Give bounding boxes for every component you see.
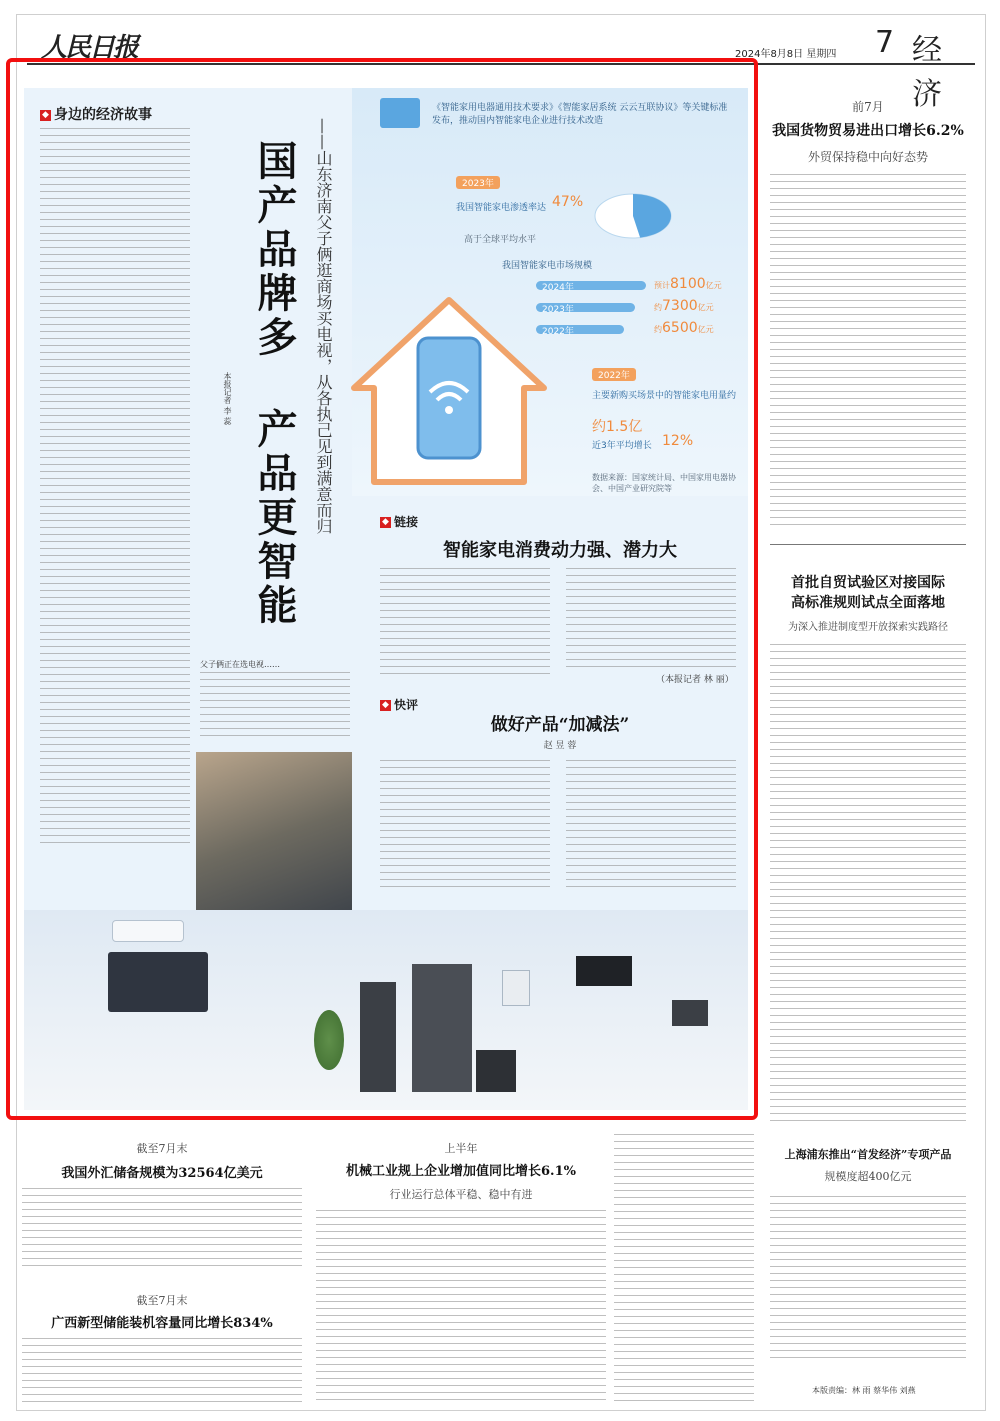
column-tag: ◆ 身边的经济故事: [40, 104, 152, 124]
bottom-b3-body: [316, 1210, 606, 1402]
feature-title-line2: 产品更智能: [251, 408, 298, 628]
penetration-pie: [592, 188, 674, 244]
photo-side-caption: 父子俩正在选电视……: [200, 660, 280, 669]
smart-home-icon: [344, 292, 554, 492]
link-tag: ◆ 链接: [380, 513, 418, 530]
bottom-b4-sub: 规模度超400亿元: [824, 1170, 912, 1183]
red-marker-icon: ◆: [380, 700, 391, 711]
comment-author: 赵 昱 蓉: [543, 741, 577, 751]
link-body-col2: [566, 568, 736, 672]
upgrade-label: 主要新购买场景中的智能家电用量约: [592, 391, 737, 401]
oven-icon: [672, 1000, 708, 1026]
standards-text: 《智能家用电器通用技术要求》《智能家居系统 云云互联协议》等关键标准发布，推动国内智能家电企业进行技术改造: [432, 103, 728, 126]
growth-value: 12%: [662, 433, 694, 449]
refrigerator-icon: [412, 964, 472, 1092]
wine-cabinet-icon: [360, 982, 396, 1092]
bottom-b4-body: [770, 1196, 966, 1362]
footer-credit: 本版责编：林 雨 蔡华伟 刘燕: [812, 1386, 916, 1395]
infographic: [352, 88, 748, 496]
penetration-value: 47%: [552, 194, 584, 210]
bottom-b3-headline: 机械工业规上企业增加值同比增长6.1%: [346, 1164, 576, 1179]
page-number: 7: [875, 25, 895, 60]
comment-tag: ◆ 快评: [380, 696, 418, 713]
right-a2-sub: 为深入推进制度型开放探索实践路径: [788, 622, 948, 633]
comment-body-col1: [380, 760, 550, 888]
column-rule: [770, 544, 966, 545]
bottom-b2-headline: 广西新型储能装机容量同比增长834%: [51, 1316, 273, 1331]
link-author: （本报记者 林 丽）: [656, 675, 734, 685]
market-size-value: 约6500亿元: [654, 320, 714, 336]
year-tag-2022: 2022年: [592, 368, 636, 381]
market-size-value: 约7300亿元: [654, 298, 714, 314]
market-year-label: 2022年: [542, 327, 574, 337]
comment-body-col2: [566, 760, 736, 888]
family-shopping-photo: [196, 752, 352, 922]
bottom-b2-kicker: 截至7月末: [136, 1294, 188, 1307]
year-tag-2023: 2023年: [456, 176, 500, 189]
bottom-b3-sub: 行业运行总体平稳、稳中有进: [389, 1188, 533, 1201]
section-name: 经济: [912, 33, 945, 112]
right-a2-body: [770, 644, 966, 1124]
issue-date: 2024年8月8日 星期四: [735, 49, 837, 60]
right-a1-body: [770, 174, 966, 530]
bottom-b1-body: [22, 1188, 302, 1268]
infographic-source: 数据来源：国家统计局、中国家用电器协会、中国产业研究院等: [592, 473, 736, 493]
market-year-label: 2023年: [542, 305, 574, 315]
bottom-b3-kicker: 上半年: [444, 1142, 478, 1155]
penetration-note: 高于全球平均水平: [464, 235, 537, 245]
comment-headline: 做好产品“加减法”: [490, 715, 630, 735]
bottom-b1-kicker: 截至7月末: [136, 1142, 188, 1155]
water-heater-icon: [502, 970, 530, 1006]
bottom-b1-headline: 我国外汇储备规模为32564亿美元: [61, 1166, 263, 1181]
red-marker-icon: ◆: [40, 110, 51, 121]
link-body-col1: [380, 568, 550, 678]
air-conditioner-icon: [112, 920, 184, 942]
bottom-b2-body: [22, 1338, 302, 1402]
right-a2-headline-2: 高标准规则试点全面落地: [791, 595, 945, 611]
smart-panel-icon: [108, 952, 208, 1012]
photo-side-text: [200, 672, 350, 738]
right-a1-sub: 外贸保持稳中向好态势: [807, 150, 928, 164]
feature-byline: 本报记者 李 蕊: [223, 372, 232, 426]
link-headline: 智能家电消费动力强、潜力大: [443, 540, 677, 561]
plant-icon: [314, 1010, 344, 1070]
bottom-b4-headline: 上海浦东推出“首发经济”专项产品: [784, 1148, 952, 1161]
right-a1-kicker: 前7月: [852, 100, 884, 114]
range-hood-icon: [576, 956, 632, 986]
right-a2-headline-1: 首批自贸试验区对接国际: [791, 575, 945, 591]
penetration-pie-slice: [633, 194, 671, 238]
red-marker-icon: ◆: [380, 517, 391, 528]
feature-subtitle: ——山东济南父子俩逛商场买电视，从各执己见到满意而归: [314, 118, 333, 534]
newspaper-logo: 人民日报: [41, 33, 138, 63]
feature-title-line1: 国产品牌多: [251, 140, 298, 360]
dishwasher-icon: [476, 1050, 516, 1092]
smart-kitchen-illustration: [24, 910, 748, 1110]
market-size-title: 我国智能家电市场规模: [502, 261, 593, 271]
bottom-b3-body-cont: [614, 1134, 754, 1402]
folder-icon: [380, 98, 420, 128]
growth-label: 近3年平均增长: [592, 441, 652, 451]
story-body-text: [40, 128, 190, 848]
market-size-value: 预计8100亿元: [654, 276, 722, 292]
right-a1-headline: 我国货物贸易进出口增长6.2%: [772, 123, 964, 139]
market-year-label: 2024年: [542, 283, 574, 293]
upgrade-value: 约1.5亿: [592, 419, 643, 435]
penetration-label: 我国智能家电渗透率达: [456, 203, 547, 213]
